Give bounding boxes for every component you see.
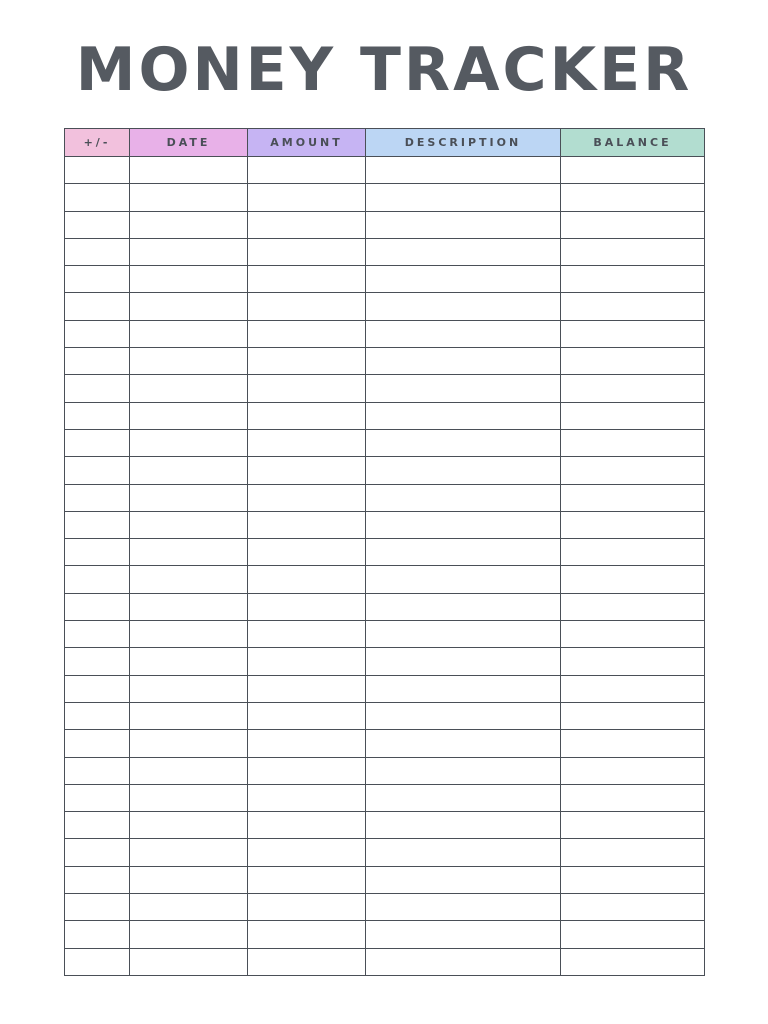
cell-description[interactable]: [366, 429, 561, 456]
cell-plus-minus[interactable]: [65, 566, 130, 593]
cell-amount[interactable]: [248, 866, 366, 893]
cell-plus-minus[interactable]: [65, 621, 130, 648]
cell-date[interactable]: [130, 266, 248, 293]
table-row: [65, 730, 705, 757]
cell-amount[interactable]: [248, 184, 366, 211]
cell-amount[interactable]: [248, 211, 366, 238]
table-row: [65, 539, 705, 566]
cell-description[interactable]: [366, 894, 561, 921]
column-header-description: DESCRIPTION: [366, 129, 561, 157]
cell-balance[interactable]: [561, 621, 705, 648]
cell-plus-minus[interactable]: [65, 293, 130, 320]
cell-date[interactable]: [130, 784, 248, 811]
cell-date[interactable]: [130, 894, 248, 921]
table-row: [65, 894, 705, 921]
cell-amount[interactable]: [248, 348, 366, 375]
cell-balance[interactable]: [561, 921, 705, 948]
cell-description[interactable]: [366, 675, 561, 702]
cell-plus-minus[interactable]: [65, 348, 130, 375]
cell-amount[interactable]: [248, 484, 366, 511]
table-body: [65, 157, 705, 976]
column-header-balance: BALANCE: [561, 129, 705, 157]
cell-amount[interactable]: [248, 894, 366, 921]
cell-description[interactable]: [366, 757, 561, 784]
cell-balance[interactable]: [561, 675, 705, 702]
cell-description[interactable]: [366, 730, 561, 757]
cell-date[interactable]: [130, 293, 248, 320]
cell-amount[interactable]: [248, 784, 366, 811]
cell-description[interactable]: [366, 402, 561, 429]
cell-balance[interactable]: [561, 211, 705, 238]
table-row: [65, 320, 705, 347]
cell-amount[interactable]: [248, 402, 366, 429]
cell-balance[interactable]: [561, 320, 705, 347]
cell-date[interactable]: [130, 157, 248, 184]
cell-date[interactable]: [130, 648, 248, 675]
cell-balance[interactable]: [561, 348, 705, 375]
cell-plus-minus[interactable]: [65, 266, 130, 293]
cell-amount[interactable]: [248, 429, 366, 456]
cell-amount[interactable]: [248, 921, 366, 948]
cell-amount[interactable]: [248, 375, 366, 402]
table-row: [65, 675, 705, 702]
cell-date[interactable]: [130, 211, 248, 238]
cell-description[interactable]: [366, 293, 561, 320]
cell-amount[interactable]: [248, 157, 366, 184]
table-row: [65, 484, 705, 511]
cell-description[interactable]: [366, 238, 561, 265]
cell-balance[interactable]: [561, 784, 705, 811]
table-row: [65, 593, 705, 620]
table-row: [65, 266, 705, 293]
cell-date[interactable]: [130, 457, 248, 484]
cell-date[interactable]: [130, 539, 248, 566]
cell-amount[interactable]: [248, 730, 366, 757]
table-row: [65, 375, 705, 402]
cell-balance[interactable]: [561, 293, 705, 320]
cell-date[interactable]: [130, 184, 248, 211]
cell-date[interactable]: [130, 839, 248, 866]
cell-amount[interactable]: [248, 621, 366, 648]
cell-plus-minus[interactable]: [65, 702, 130, 729]
cell-amount[interactable]: [248, 839, 366, 866]
table-row: [65, 238, 705, 265]
table-row: [65, 839, 705, 866]
cell-description[interactable]: [366, 320, 561, 347]
cell-plus-minus[interactable]: [65, 429, 130, 456]
cell-date[interactable]: [130, 702, 248, 729]
cell-plus-minus[interactable]: [65, 457, 130, 484]
cell-description[interactable]: [366, 457, 561, 484]
cell-balance[interactable]: [561, 948, 705, 975]
cell-amount[interactable]: [248, 757, 366, 784]
cell-amount[interactable]: [248, 702, 366, 729]
cell-description[interactable]: [366, 648, 561, 675]
cell-plus-minus[interactable]: [65, 812, 130, 839]
cell-balance[interactable]: [561, 894, 705, 921]
table-row: [65, 921, 705, 948]
cell-balance[interactable]: [561, 539, 705, 566]
cell-plus-minus[interactable]: [65, 511, 130, 538]
cell-date[interactable]: [130, 238, 248, 265]
cell-plus-minus[interactable]: [65, 402, 130, 429]
cell-amount[interactable]: [248, 539, 366, 566]
table-row: [65, 948, 705, 975]
cell-balance[interactable]: [561, 429, 705, 456]
table-row: [65, 784, 705, 811]
cell-plus-minus[interactable]: [65, 184, 130, 211]
cell-description[interactable]: [366, 784, 561, 811]
cell-balance[interactable]: [561, 839, 705, 866]
cell-plus-minus[interactable]: [65, 320, 130, 347]
cell-plus-minus[interactable]: [65, 866, 130, 893]
cell-plus-minus[interactable]: [65, 921, 130, 948]
cell-balance[interactable]: [561, 757, 705, 784]
cell-date[interactable]: [130, 375, 248, 402]
table-row: [65, 757, 705, 784]
cell-balance[interactable]: [561, 402, 705, 429]
table-row: [65, 429, 705, 456]
cell-plus-minus[interactable]: [65, 593, 130, 620]
cell-description[interactable]: [366, 839, 561, 866]
column-header-amount: AMOUNT: [248, 129, 366, 157]
cell-date[interactable]: [130, 593, 248, 620]
cell-description[interactable]: [366, 539, 561, 566]
cell-plus-minus[interactable]: [65, 894, 130, 921]
cell-date[interactable]: [130, 348, 248, 375]
cell-plus-minus[interactable]: [65, 211, 130, 238]
table-row: [65, 621, 705, 648]
cell-description[interactable]: [366, 948, 561, 975]
cell-balance[interactable]: [561, 511, 705, 538]
cell-balance[interactable]: [561, 266, 705, 293]
table-row: [65, 566, 705, 593]
cell-plus-minus[interactable]: [65, 948, 130, 975]
table-row: [65, 211, 705, 238]
cell-amount[interactable]: [248, 648, 366, 675]
cell-amount[interactable]: [248, 593, 366, 620]
cell-date[interactable]: [130, 402, 248, 429]
cell-amount[interactable]: [248, 457, 366, 484]
cell-date[interactable]: [130, 812, 248, 839]
cell-description[interactable]: [366, 211, 561, 238]
cell-date[interactable]: [130, 866, 248, 893]
cell-balance[interactable]: [561, 238, 705, 265]
cell-amount[interactable]: [248, 812, 366, 839]
cell-amount[interactable]: [248, 511, 366, 538]
table-row: [65, 157, 705, 184]
cell-description[interactable]: [366, 484, 561, 511]
table-row: [65, 184, 705, 211]
cell-date[interactable]: [130, 429, 248, 456]
cell-plus-minus[interactable]: [65, 784, 130, 811]
cell-balance[interactable]: [561, 730, 705, 757]
cell-description[interactable]: [366, 593, 561, 620]
cell-date[interactable]: [130, 757, 248, 784]
cell-amount[interactable]: [248, 948, 366, 975]
cell-plus-minus[interactable]: [65, 648, 130, 675]
cell-amount[interactable]: [248, 266, 366, 293]
cell-date[interactable]: [130, 675, 248, 702]
cell-balance[interactable]: [561, 702, 705, 729]
cell-amount[interactable]: [248, 238, 366, 265]
cell-balance[interactable]: [561, 812, 705, 839]
cell-description[interactable]: [366, 812, 561, 839]
cell-date[interactable]: [130, 484, 248, 511]
table-row: [65, 812, 705, 839]
table-row: [65, 457, 705, 484]
cell-date[interactable]: [130, 730, 248, 757]
cell-description[interactable]: [366, 866, 561, 893]
cell-date[interactable]: [130, 511, 248, 538]
cell-balance[interactable]: [561, 375, 705, 402]
money-tracker-table: [64, 128, 705, 976]
cell-balance[interactable]: [561, 157, 705, 184]
cell-description[interactable]: [366, 621, 561, 648]
cell-description[interactable]: [366, 157, 561, 184]
cell-amount[interactable]: [248, 320, 366, 347]
cell-description[interactable]: [366, 266, 561, 293]
cell-date[interactable]: [130, 566, 248, 593]
cell-description[interactable]: [366, 375, 561, 402]
cell-amount[interactable]: [248, 566, 366, 593]
cell-plus-minus[interactable]: [65, 730, 130, 757]
table-row: [65, 648, 705, 675]
cell-balance[interactable]: [561, 648, 705, 675]
cell-plus-minus[interactable]: [65, 839, 130, 866]
column-header-plus-minus: +/-: [65, 129, 130, 157]
table-row: [65, 511, 705, 538]
cell-balance[interactable]: [561, 457, 705, 484]
cell-plus-minus[interactable]: [65, 484, 130, 511]
cell-description[interactable]: [366, 184, 561, 211]
table-row: [65, 866, 705, 893]
cell-date[interactable]: [130, 948, 248, 975]
cell-amount[interactable]: [248, 675, 366, 702]
cell-balance[interactable]: [561, 593, 705, 620]
cell-description[interactable]: [366, 511, 561, 538]
cell-balance[interactable]: [561, 484, 705, 511]
cell-plus-minus[interactable]: [65, 675, 130, 702]
cell-balance[interactable]: [561, 866, 705, 893]
cell-description[interactable]: [366, 348, 561, 375]
cell-plus-minus[interactable]: [65, 238, 130, 265]
header-row: [65, 129, 705, 157]
table-row: [65, 702, 705, 729]
cell-plus-minus[interactable]: [65, 375, 130, 402]
cell-description[interactable]: [366, 921, 561, 948]
cell-description[interactable]: [366, 702, 561, 729]
column-header-date: DATE: [130, 129, 248, 157]
table-row: [65, 293, 705, 320]
page-title: MONEY TRACKER: [75, 35, 693, 105]
cell-plus-minus[interactable]: [65, 157, 130, 184]
cell-balance[interactable]: [561, 184, 705, 211]
table-row: [65, 402, 705, 429]
cell-plus-minus[interactable]: [65, 757, 130, 784]
cell-date[interactable]: [130, 921, 248, 948]
cell-description[interactable]: [366, 566, 561, 593]
table-row: [65, 348, 705, 375]
cell-amount[interactable]: [248, 293, 366, 320]
cell-date[interactable]: [130, 320, 248, 347]
cell-balance[interactable]: [561, 566, 705, 593]
cell-plus-minus[interactable]: [65, 539, 130, 566]
cell-date[interactable]: [130, 621, 248, 648]
